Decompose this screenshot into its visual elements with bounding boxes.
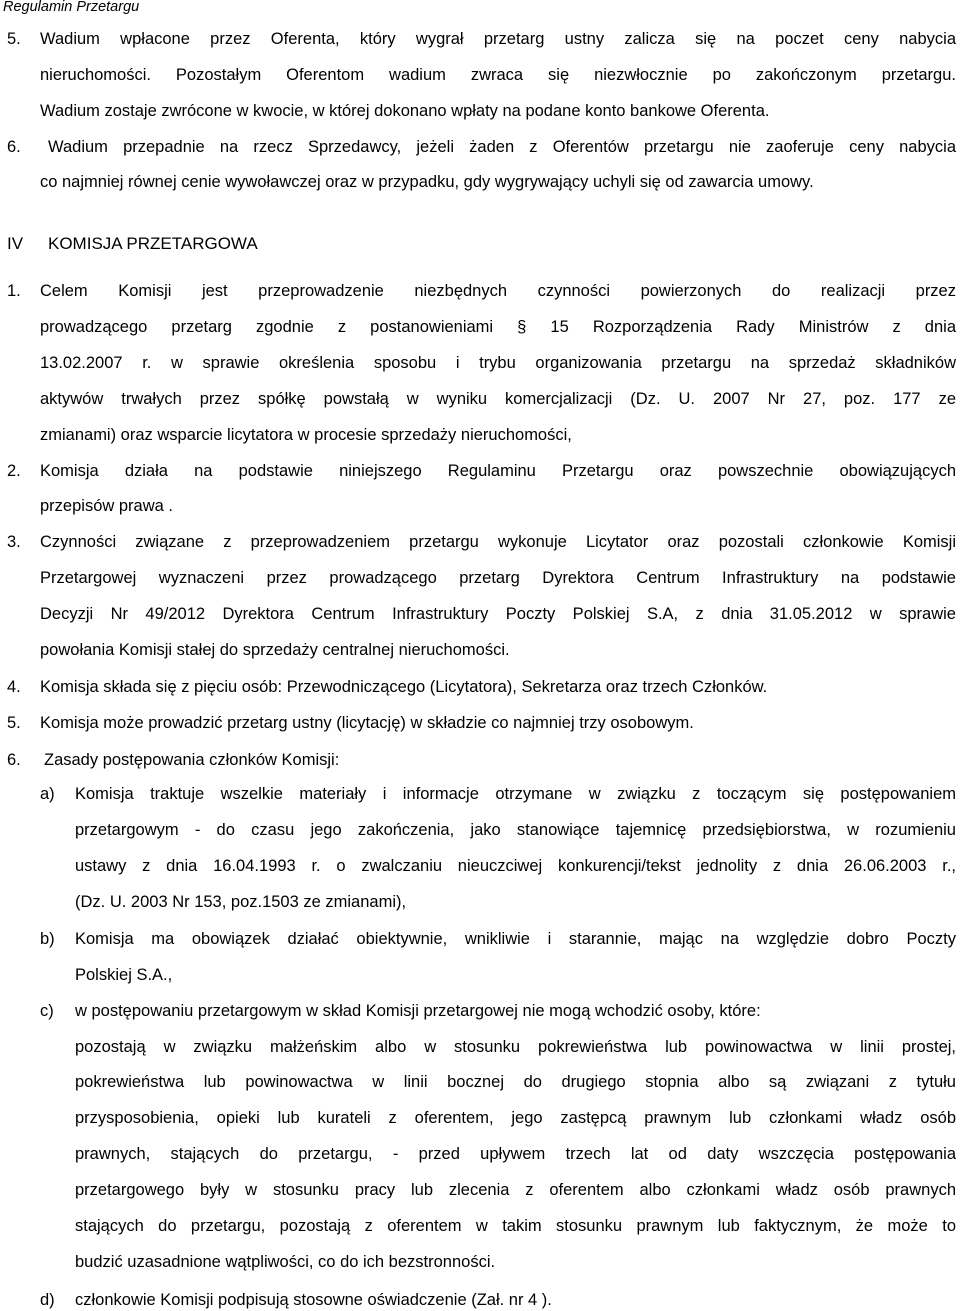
- paragraph-line: ustawy z dnia 16.04.1993 r. o zwalczaniu nieuczciwej konkurencji/tekst jednolity z dnia 26.06.2003 r.,: [75, 857, 956, 875]
- section-title: KOMISJA PRZETARGOWA: [48, 234, 258, 253]
- paragraph-line: stających do przetargu, pozostają z oferentem w takim stosunku prawnym lub faktycznym, że może to: [75, 1217, 956, 1235]
- paragraph-line: przepisów prawa .: [40, 497, 173, 515]
- item-number: 5.: [7, 30, 21, 48]
- paragraph-line: zmianami) oraz wsparcie licytatora w procesie sprzedaży nieruchomości,: [40, 426, 572, 444]
- item-number: 3.: [7, 533, 21, 551]
- paragraph-line: członkowie Komisji podpisują stosowne oświadczenie (Zał. nr 4 ).: [75, 1291, 552, 1309]
- paragraph-line: Zasady postępowania członków Komisji:: [44, 751, 340, 769]
- paragraph-line: powołania Komisji stałej do sprzedaży centralnej nieruchomości.: [40, 641, 510, 659]
- section-numeral: IV: [7, 234, 24, 253]
- item-number: 4.: [7, 678, 21, 696]
- paragraph-line: Celem Komisji jest przeprowadzenie niezbędnych czynności powierzonych do realizacji przez: [40, 282, 956, 300]
- subitem-label: b): [40, 930, 55, 948]
- paragraph-line: przetargowego były w stosunku pracy lub zlecenia z oferentem albo członkami władz osób prawnych: [75, 1181, 956, 1199]
- paragraph-line: aktywów trwałych przez spółkę powstałą w wyniku komercjalizacji (Dz. U. 2007 Nr 27, poz. 177 ze: [40, 390, 956, 408]
- item-number: 5.: [7, 714, 21, 732]
- paragraph-line: prowadzącego przetarg zgodnie z postanowieniami § 15 Rozporządzenia Rady Ministrów z dnia: [40, 318, 956, 336]
- paragraph-line: prawnych, stających do przetargu, - przed upływem trzech lat od daty wszczęcia postępowania: [75, 1145, 956, 1163]
- paragraph-line: budzić uzasadnione wątpliwości, co do ich bezstronności.: [75, 1253, 496, 1271]
- paragraph-line: Komisja składa się z pięciu osób: Przewodniczącego (Licytatora), Sekretarza oraz trzech Członków.: [40, 678, 768, 696]
- paragraph-line: przysposobienia, opieki lub kurateli z oferentem, jego zastępcą prawnym lub członkami władz osób: [75, 1109, 956, 1127]
- paragraph-line: Przetargowej wyznaczeni przez prowadzącego przetarg Dyrektora Centrum Infrastruktury na podstawie: [40, 569, 956, 587]
- paragraph-line: Wadium wpłacone przez Oferenta, który wygrał przetarg ustny zalicza się na poczet ceny nabycia: [40, 30, 956, 48]
- paragraph-line: co najmniej równej cenie wywoławczej oraz w przypadku, gdy wygrywający uchyli się od zawarcia umowy.: [40, 173, 814, 191]
- paragraph-line: Wadium przepadnie na rzecz Sprzedawcy, jeżeli żaden z Oferentów przetargu nie zaoferuje ceny nabycia: [48, 138, 956, 156]
- paragraph-line: (Dz. U. 2003 Nr 153, poz.1503 ze zmianami),: [75, 893, 407, 911]
- subitem-label: d): [40, 1291, 55, 1309]
- paragraph-line: Polskiej S.A.,: [75, 966, 173, 984]
- paragraph-line: 13.02.2007 r. w sprawie określenia sposobu i trybu organizowania przetargu na sprzedaż składników: [40, 354, 956, 372]
- paragraph-line: Decyzji Nr 49/2012 Dyrektora Centrum Infrastruktury Poczty Polskiej S.A, z dnia 31.05.2012 w sprawie: [40, 605, 956, 623]
- paragraph-line: Komisja ma obowiązek działać obiektywnie, wnikliwie i starannie, mając na względzie dobro Poczty: [75, 930, 956, 948]
- paragraph-line: Komisja działa na podstawie niniejszego Regulaminu Przetargu oraz powszechnie obowiązujących: [40, 462, 956, 480]
- subitem-label: a): [40, 785, 55, 803]
- item-number: 6.: [7, 751, 21, 769]
- item-number: 2.: [7, 462, 21, 480]
- paragraph-line: nieruchomości. Pozostałym Oferentom wadium zwraca się niezwłocznie po zakończonym przetargu.: [40, 66, 956, 84]
- item-number: 1.: [7, 282, 21, 300]
- paragraph-line: Komisja może prowadzić przetarg ustny (licytację) w składzie co najmniej trzy osobowym.: [40, 714, 694, 732]
- paragraph-line: Wadium zostaje zwrócone w kwocie, w której dokonano wpłaty na podane konto bankowe Oferenta.: [40, 102, 770, 120]
- running-header: Regulamin Przetargu: [3, 0, 140, 15]
- item-number: 6.: [7, 138, 21, 156]
- paragraph-line: pozostają w związku małżeńskim albo w stosunku pokrewieństwa lub powinowactwa w linii prostej,: [75, 1038, 956, 1056]
- paragraph-line: pokrewieństwa lub powinowactwa w linii bocznej do drugiego stopnia albo są związani z tytułu: [75, 1073, 956, 1091]
- paragraph-line: w postępowaniu przetargowym w skład Komisji przetargowej nie mogą wchodzić osoby, które:: [75, 1002, 761, 1020]
- paragraph-line: przetargowym - do czasu jego zakończenia, jako stanowiące tajemnicę przedsiębiorstwa, w rozumieniu: [75, 821, 956, 839]
- paragraph-line: Czynności związane z przeprowadzeniem przetargu wykonuje Licytator oraz pozostali członkowie Komisji: [40, 533, 956, 551]
- subitem-label: c): [40, 1002, 54, 1020]
- paragraph-line: Komisja traktuje wszelkie materiały i informacje otrzymane w związku z toczącym się postępowaniem: [75, 785, 956, 803]
